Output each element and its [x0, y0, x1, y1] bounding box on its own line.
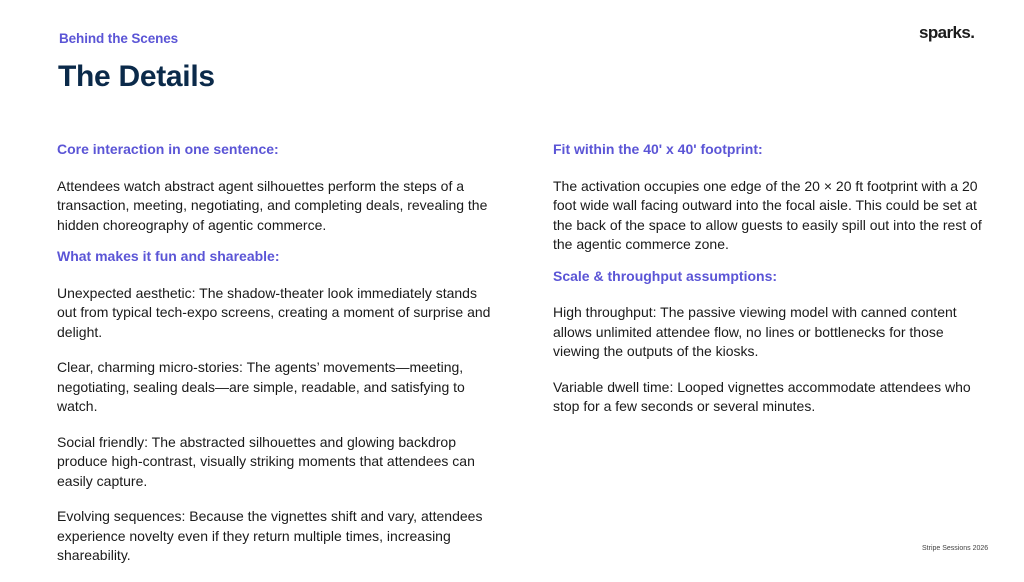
section-core-interaction: [57, 140, 497, 235]
sparks-logo: sparks.: [919, 23, 975, 42]
body-paragraph: Evolving sequences: Because the vignettes shift and vary, attendees experience novelty even if they return multiple times, increasing shareability.: [57, 508, 483, 563]
body-paragraph: Variable dwell time: Looped vignettes accommodate attendees who stop for a few seconds or several minutes.: [553, 378, 971, 414]
section-heading: Core interaction in one sentence:: [57, 141, 279, 157]
body-paragraph: The activation occupies one edge of the 20 × 20 ft footprint with a 20 foot wide wall facing outward into the focal aisle. This could be set at the back of the space to allow guests to easily spill out into the rest of the agentic commerce zone.: [553, 177, 982, 252]
body-paragraph: Attendees watch abstract agent silhouettes perform the steps of a transaction, meeting, negotiating, and completing deals, revealing the hidden choreography of agentic commerce.: [57, 177, 488, 233]
body-paragraph: Unexpected aesthetic: The shadow-theater look immediately stands out from typical tech-expo screens, creating a moment of surprise and delight.: [57, 284, 491, 340]
section-heading: What makes it fun and shareable:: [57, 248, 280, 264]
section-fun-shareable: [57, 247, 497, 566]
left-column: [57, 140, 497, 582]
body-paragraph: Clear, charming micro-stories: The agents’ movements—meeting, negotiating, sealing deals—are simple, readable, and satisfying to watch.: [57, 359, 465, 414]
section-footprint: [553, 140, 991, 255]
body-paragraph: Social friendly: The abstracted silhouettes and glowing backdrop produce high-contrast, visually striking moments that attendees can easily capture.: [57, 433, 475, 489]
body-paragraph: High throughput: The passive viewing model with canned content allows unlimited attendee flow, no lines or bottlenecks for those viewing the outputs of the kiosks.: [553, 304, 957, 359]
footer-text: Stripe Sessions 2026: [922, 545, 989, 552]
section-scale-throughput: [553, 267, 991, 417]
eyebrow-label: Behind the Scenes: [59, 31, 179, 46]
section-heading: Scale & throughput assumptions:: [553, 267, 778, 284]
section-heading: Fit within the 40' x 40' footprint:: [553, 141, 763, 157]
right-column: [553, 140, 991, 433]
page-title: The Details: [58, 60, 215, 93]
